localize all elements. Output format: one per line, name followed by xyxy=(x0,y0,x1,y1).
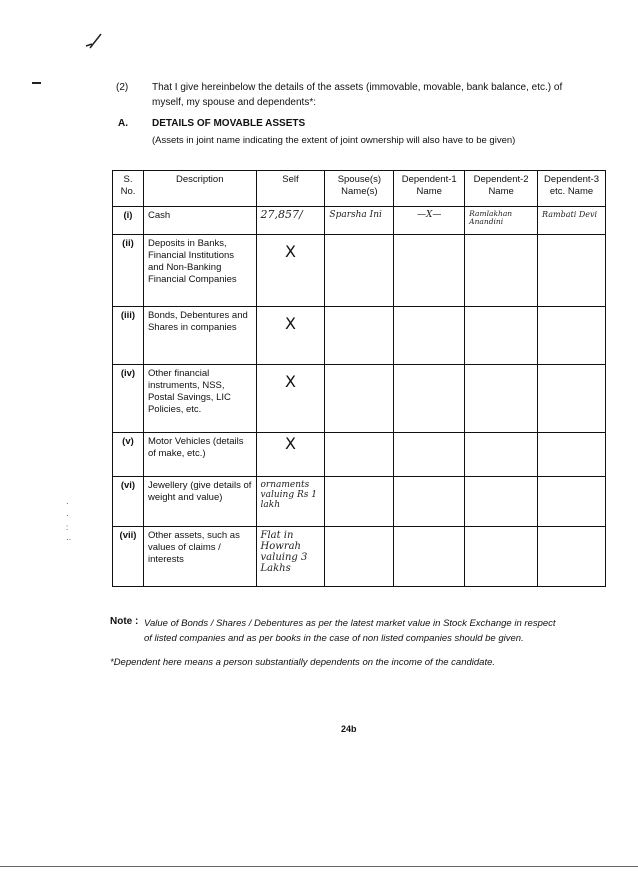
header-self: Self xyxy=(256,171,325,207)
row-dependent-2 xyxy=(465,235,538,307)
section-letter: A. xyxy=(118,118,128,129)
row-self xyxy=(256,235,325,307)
section-heading: DETAILS OF MOVABLE ASSETS xyxy=(152,118,306,129)
header-description: Description xyxy=(143,171,256,207)
table-row xyxy=(113,207,606,235)
row-description: Other financial instruments, NSS, Postal Savings, LIC Policies, etc. xyxy=(143,365,256,433)
row-spouse xyxy=(325,527,394,587)
row-sno: (vi) xyxy=(113,477,144,527)
row-sno: (iii) xyxy=(113,307,144,365)
row-self: Flat in Howrah valuing 3 Lakhs xyxy=(256,527,325,587)
row-description: Bonds, Debentures and Shares in companies xyxy=(143,307,256,365)
intro-text-line2: myself, my spouse and dependents*: xyxy=(152,97,316,108)
row-dependent-1 xyxy=(394,235,465,307)
row-dependent-1 xyxy=(394,477,465,527)
intro-number: (2) xyxy=(116,82,129,93)
header-dependent-3: Dependent-3 etc. Name xyxy=(538,171,606,207)
row-description: Other assets, such as values of claims / interests xyxy=(143,527,256,587)
section-subheading: (Assets in joint name indicating the extent of joint ownership will also have to be given) xyxy=(152,135,516,146)
table-row xyxy=(113,365,606,433)
row-dependent-2 xyxy=(465,527,538,587)
note-line2: of listed companies and as per books in the case of non listed companies should be given. xyxy=(144,633,524,644)
scan-mark-left xyxy=(32,82,41,84)
header-dependent-2: Dependent-2 Name xyxy=(465,171,538,207)
row-spouse xyxy=(325,477,394,527)
cross-mark: X xyxy=(284,372,296,391)
pen-mark-top xyxy=(84,30,104,50)
table-row xyxy=(113,527,606,587)
row-dependent-1: —X— xyxy=(394,207,465,235)
row-description: Deposits in Banks, Financial Institutions and Non-Banking Financial Companies xyxy=(143,235,256,307)
row-sno: (ii) xyxy=(113,235,144,307)
row-dependent-2 xyxy=(465,365,538,433)
row-self xyxy=(256,433,325,477)
table-row xyxy=(113,433,606,477)
scan-border-bottom xyxy=(0,866,638,867)
row-description: Jewellery (give details of weight and value) xyxy=(143,477,256,527)
margin-marks: · · : ·· xyxy=(66,499,72,544)
row-spouse xyxy=(325,365,394,433)
header-sno: S. No. xyxy=(113,171,144,207)
table-header-row xyxy=(113,171,606,207)
page-number: 24b xyxy=(341,724,357,734)
cross-mark: X xyxy=(284,314,296,333)
movable-assets-table xyxy=(112,170,606,587)
row-dependent-1 xyxy=(394,433,465,477)
intro-text-line1: That I give hereinbelow the details of the assets (immovable, movable, bank balance, etc.) of xyxy=(152,82,563,93)
row-sno: (iv) xyxy=(113,365,144,433)
row-self xyxy=(256,307,325,365)
header-spouse: Spouse(s) Name(s) xyxy=(325,171,394,207)
header-dependent-1: Dependent-1 Name xyxy=(394,171,465,207)
note-line1: Value of Bonds / Shares / Debentures as per the latest market value in Stock Exchange in respect xyxy=(144,618,556,629)
row-self: 27,857/ xyxy=(256,207,325,235)
row-dependent-1 xyxy=(394,307,465,365)
row-sno: (i) xyxy=(113,207,144,235)
row-dependent-2 xyxy=(465,307,538,365)
row-description: Motor Vehicles (details of make, etc.) xyxy=(143,433,256,477)
footnote: *Dependent here means a person substantially dependents on the income of the candidate. xyxy=(110,657,496,668)
row-dependent-3 xyxy=(538,365,606,433)
row-description: Cash xyxy=(143,207,256,235)
row-dependent-2 xyxy=(465,433,538,477)
cross-mark: X xyxy=(284,434,296,453)
row-spouse xyxy=(325,235,394,307)
row-dependent-3 xyxy=(538,307,606,365)
table-row xyxy=(113,307,606,365)
row-self xyxy=(256,365,325,433)
note-label: Note : xyxy=(110,616,139,627)
table-row xyxy=(113,477,606,527)
row-spouse xyxy=(325,433,394,477)
row-dependent-3 xyxy=(538,235,606,307)
row-dependent-1 xyxy=(394,365,465,433)
row-sno: (vii) xyxy=(113,527,144,587)
row-spouse xyxy=(325,307,394,365)
cross-mark: X xyxy=(284,242,296,261)
row-dependent-2 xyxy=(465,477,538,527)
row-dependent-1 xyxy=(394,527,465,587)
row-dependent-3 xyxy=(538,477,606,527)
row-dependent-2: Ramlakhan Anandini xyxy=(465,207,538,235)
row-dependent-3 xyxy=(538,527,606,587)
row-dependent-3 xyxy=(538,433,606,477)
row-spouse: Sparsha Ini xyxy=(325,207,394,235)
table-row xyxy=(113,235,606,307)
row-dependent-3: Rambati Devi xyxy=(538,207,606,235)
row-sno: (v) xyxy=(113,433,144,477)
row-self: ornaments valuing Rs 1 lakh xyxy=(256,477,325,527)
